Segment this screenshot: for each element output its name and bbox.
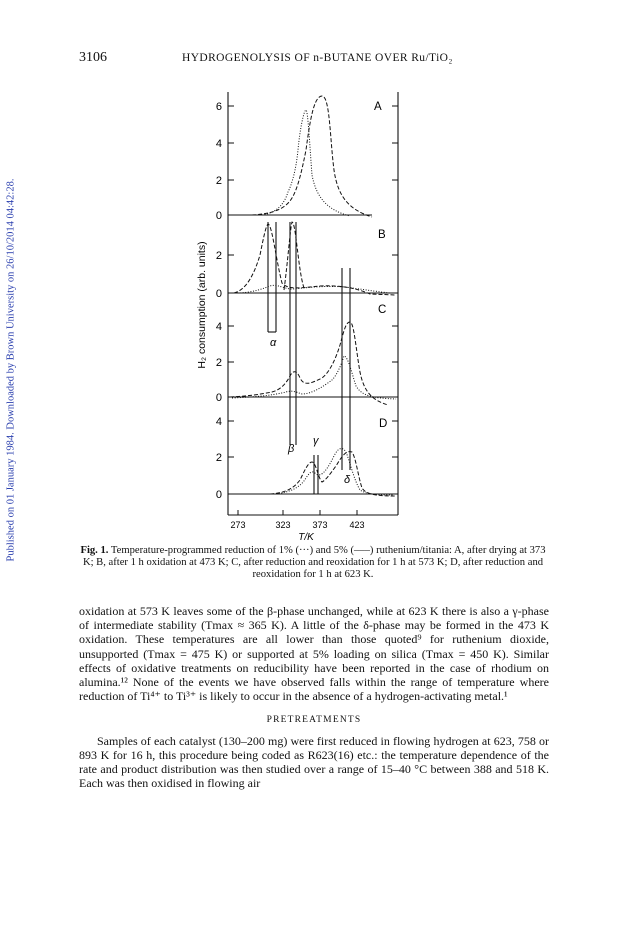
body-paragraph: oxidation at 573 K leaves some of the β-phase unchanged, while at 623 K there is also a γ-phase of intermediate stability (Tmax ≈ 365 K). A little of the δ-phase may be formed in the 473 K oxidation. These temperatures are all lower than those quoted⁹ for ruthenium dioxide, unsupported (Tmax = 475 K) or supported at 5% loading on silica (Tmax = 450 K). Similar effects of oxidative treatments on reducibility have been reported in the case of rhodium on alumina.¹² None of the events we have observed falls within the range of temperature where reduction of Ti⁴⁺ to Ti³⁺ is likely to occur in the absence of a hydrogen-activating metal.¹	[79, 604, 549, 704]
x-ticks	[238, 510, 357, 515]
y-tick-labels	[216, 101, 222, 501]
panel-baselines	[228, 215, 398, 494]
curve-c-dotted	[232, 356, 396, 399]
tick-b-2: 2	[215, 250, 222, 262]
curve-a-dashed	[252, 96, 372, 217]
tick-d-4: 4	[215, 416, 222, 428]
y-axis-label: H₂ consumption (arb. units)	[196, 241, 208, 369]
tick-c-0: 0	[215, 392, 222, 404]
curve-b-dashed-second	[284, 222, 304, 290]
figure-caption	[78, 545, 548, 582]
curve-a-dotted	[262, 110, 350, 216]
tick-c-2: 2	[215, 357, 222, 369]
tick-d-0: 0	[215, 489, 222, 501]
x-tick-labels	[230, 520, 364, 530]
curve-b-dashed	[234, 224, 396, 295]
tick-a-2: 2	[215, 175, 222, 187]
running-title: HYDROGENOLYSIS OF n-BUTANE OVER Ru/TiO₂	[182, 52, 453, 64]
x-axis-label: T/K	[298, 532, 314, 543]
body-text	[79, 604, 549, 790]
panel-letter-a: A	[374, 101, 382, 113]
panel-letter-d: D	[379, 418, 388, 430]
x-tick-273: 273	[230, 520, 246, 530]
delta-label: δ	[344, 474, 351, 486]
tick-b-0: 0	[215, 288, 222, 300]
tick-c-4: 4	[215, 321, 222, 333]
phase-labels	[270, 337, 351, 486]
alpha-label: α	[270, 337, 277, 349]
x-tick-323: 323	[275, 520, 291, 530]
body-paragraph: Samples of each catalyst (130–200 mg) were first reduced in flowing hydrogen at 623, 758 or 893 K for 16 h, this procedure being coded as R623(16) etc.: the temperature dependence of the rate and product distribution was then studied over a range of 15–40 °C between 388 and 518 K. Each was then oxidised in flowing air	[79, 733, 549, 791]
tick-a-4: 4	[215, 138, 222, 150]
download-watermark-text: Published on 01 January 1984. Downloaded by Brown University on 26/10/2014 04:42:28.	[5, 178, 17, 562]
panel-letter-b: B	[378, 229, 386, 241]
phase-markers	[268, 222, 350, 494]
curve-d-dashed	[270, 452, 396, 496]
caption-text: Temperature-programmed reduction of 1% (···) and 5% (–––) ruthenium/titania: A, after drying at 373 K; B, after 1 h oxidation at 473 K; C, after reduction and reoxidation for 1 h at 573 K; D, after reduction and reoxidation for 1 h at 623 K.	[82, 545, 546, 581]
caption-label: Fig. 1.	[80, 545, 109, 556]
tick-d-2: 2	[215, 452, 222, 464]
panel-letter-c: C	[378, 304, 387, 316]
panel-letters	[374, 101, 387, 430]
beta-label: β	[288, 443, 295, 455]
page-number: 3106	[79, 50, 107, 65]
tick-a-6: 6	[215, 101, 222, 113]
x-tick-423: 423	[349, 520, 365, 530]
figure-frame	[228, 92, 398, 515]
section-title: PRETREATMENTS	[266, 715, 362, 726]
curve-d-dotted	[276, 449, 394, 495]
tick-a-0: 0	[215, 210, 222, 222]
x-tick-373: 373	[312, 520, 328, 530]
gamma-label: γ	[313, 435, 319, 447]
